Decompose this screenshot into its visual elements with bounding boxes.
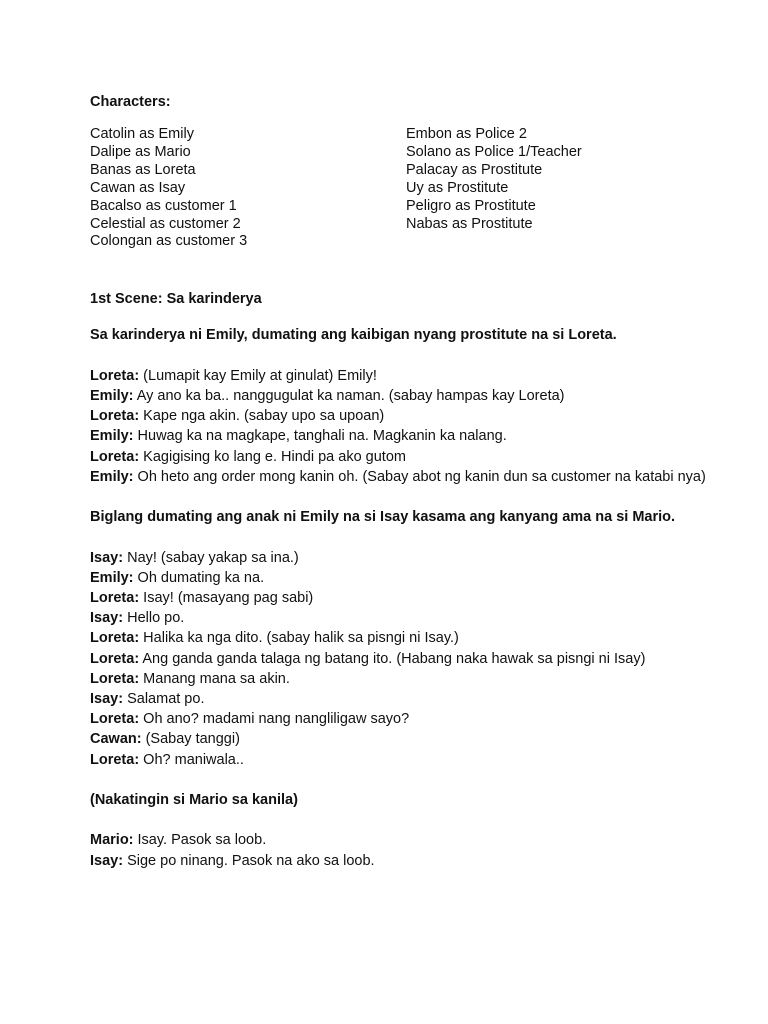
- cast-item: Dalipe as Mario: [90, 143, 191, 160]
- dialogue-text: Oh heto ang order mong kanin oh. (Sabay abot ng kanin dun sa customer na katabi nya): [133, 468, 706, 485]
- dialogue-line: [90, 709, 710, 729]
- cast-item: Peligro as Prostitute: [406, 197, 536, 214]
- cast-item: Embon as Police 2: [406, 126, 527, 142]
- speaker-name: Loreta:: [90, 751, 140, 768]
- dialogue-block: [90, 830, 710, 870]
- dialogue-text: Oh dumating ka na.: [133, 569, 265, 586]
- dialogue-line: [90, 851, 710, 871]
- dialogue-line: [90, 467, 710, 487]
- speaker-name: Loreta:: [90, 670, 140, 687]
- dialogue-text: Nay! (sabay yakap sa ina.): [123, 549, 299, 566]
- speaker-name: Loreta:: [90, 448, 140, 465]
- dialogue-text: Isay! (masayang pag sabi): [139, 589, 314, 606]
- speaker-name: Loreta:: [90, 711, 140, 728]
- dialogue-text: Manang mana sa akin.: [139, 670, 290, 687]
- cast-column-right: [406, 126, 710, 251]
- cast-item: Uy as Prostitute: [406, 179, 509, 196]
- dialogue-text: Oh ano? madami nang nangliligaw sayo?: [139, 711, 410, 728]
- speaker-name: Emily:: [90, 388, 134, 405]
- speaker-name: Cawan:: [90, 731, 142, 748]
- dialogue-line: [90, 588, 710, 608]
- dialogue-text: (Sabay tanggi): [141, 731, 240, 748]
- cast-item: Banas as Loreta: [90, 161, 196, 178]
- speaker-name: Loreta:: [90, 650, 140, 667]
- dialogue-text: Halika ka nga dito. (sabay halik sa pisngi ni Isay.): [139, 630, 459, 647]
- dialogue-text: Oh? maniwala..: [139, 751, 244, 768]
- cast-list: [90, 126, 710, 251]
- speaker-name: Isay:: [90, 549, 124, 566]
- speaker-name: Loreta:: [90, 367, 140, 384]
- dialogue-line: [90, 649, 710, 669]
- speaker-name: Emily:: [90, 569, 134, 586]
- dialogue-line: [90, 406, 710, 426]
- dialogue-line: [90, 689, 710, 709]
- speaker-name: Isay:: [90, 852, 124, 869]
- dialogue-block: [90, 548, 710, 770]
- speaker-name: Emily:: [90, 468, 134, 485]
- dialogue-line: [90, 386, 710, 406]
- dialogue-line: [90, 628, 710, 648]
- dialogue-line: [90, 426, 710, 446]
- dialogue-text: Huwag ka na magkape, tanghali na. Magkanin ka nalang.: [133, 428, 507, 445]
- scene-heading: 1st Scene: Sa karinderya: [90, 291, 262, 308]
- stage-direction: Sa karinderya ni Emily, dumating ang kaibigan nyang prostitute na si Loreta.: [90, 327, 617, 344]
- dialogue-text: Ay ano ka ba.. nanggugulat ka naman. (sabay hampas kay Loreta): [133, 388, 565, 405]
- cast-column-left: [90, 126, 406, 251]
- characters-heading: Characters:: [90, 94, 171, 110]
- stage-direction: Biglang dumating ang anak ni Emily na si Isay kasama ang kanyang ama na si Mario.: [90, 509, 676, 526]
- dialogue-line: [90, 447, 710, 467]
- cast-item: Solano as Police 1/Teacher: [406, 143, 582, 160]
- dialogue-line: [90, 366, 710, 386]
- cast-item: Colongan as customer 3: [90, 233, 248, 250]
- dialogue-text: (Lumapit kay Emily at ginulat) Emily!: [139, 367, 377, 384]
- cast-item: Nabas as Prostitute: [406, 215, 533, 232]
- dialogue-line: [90, 548, 710, 568]
- speaker-name: Mario:: [90, 832, 134, 849]
- dialogue-line: [90, 669, 710, 689]
- dialogue-text: Isay. Pasok sa loob.: [133, 832, 267, 849]
- cast-item: Palacay as Prostitute: [406, 161, 543, 178]
- cast-item: Catolin as Emily: [90, 126, 194, 142]
- dialogue-text: Salamat po.: [123, 690, 205, 707]
- cast-item: Bacalso as customer 1: [90, 197, 237, 214]
- cast-item: Celestial as customer 2: [90, 215, 241, 232]
- speaker-name: Loreta:: [90, 589, 140, 606]
- dialogue-line: [90, 568, 710, 588]
- dialogue-text: Hello po.: [123, 610, 185, 627]
- speaker-name: Loreta:: [90, 630, 140, 647]
- dialogue-line: [90, 608, 710, 628]
- speaker-name: Emily:: [90, 428, 134, 445]
- speaker-name: Isay:: [90, 690, 124, 707]
- speaker-name: Loreta:: [90, 408, 140, 425]
- dialogue-text: Ang ganda ganda talaga ng batang ito. (Habang naka hawak sa pisngi ni Isay): [139, 650, 646, 667]
- dialogue-text: Kape nga akin. (sabay upo sa upoan): [139, 408, 385, 425]
- speaker-name: Isay:: [90, 610, 124, 627]
- cast-item: Cawan as Isay: [90, 179, 186, 196]
- dialogue-line: [90, 750, 710, 770]
- dialogue-text: Kagigising ko lang e. Hindi pa ako gutom: [139, 448, 406, 465]
- dialogue-line: [90, 729, 710, 749]
- dialogue-text: Sige po ninang. Pasok na ako sa loob.: [123, 852, 375, 869]
- dialogue-block: [90, 366, 710, 487]
- stage-direction: (Nakatingin si Mario sa kanila): [90, 791, 298, 808]
- dialogue-line: [90, 830, 710, 850]
- script-page: [90, 92, 710, 871]
